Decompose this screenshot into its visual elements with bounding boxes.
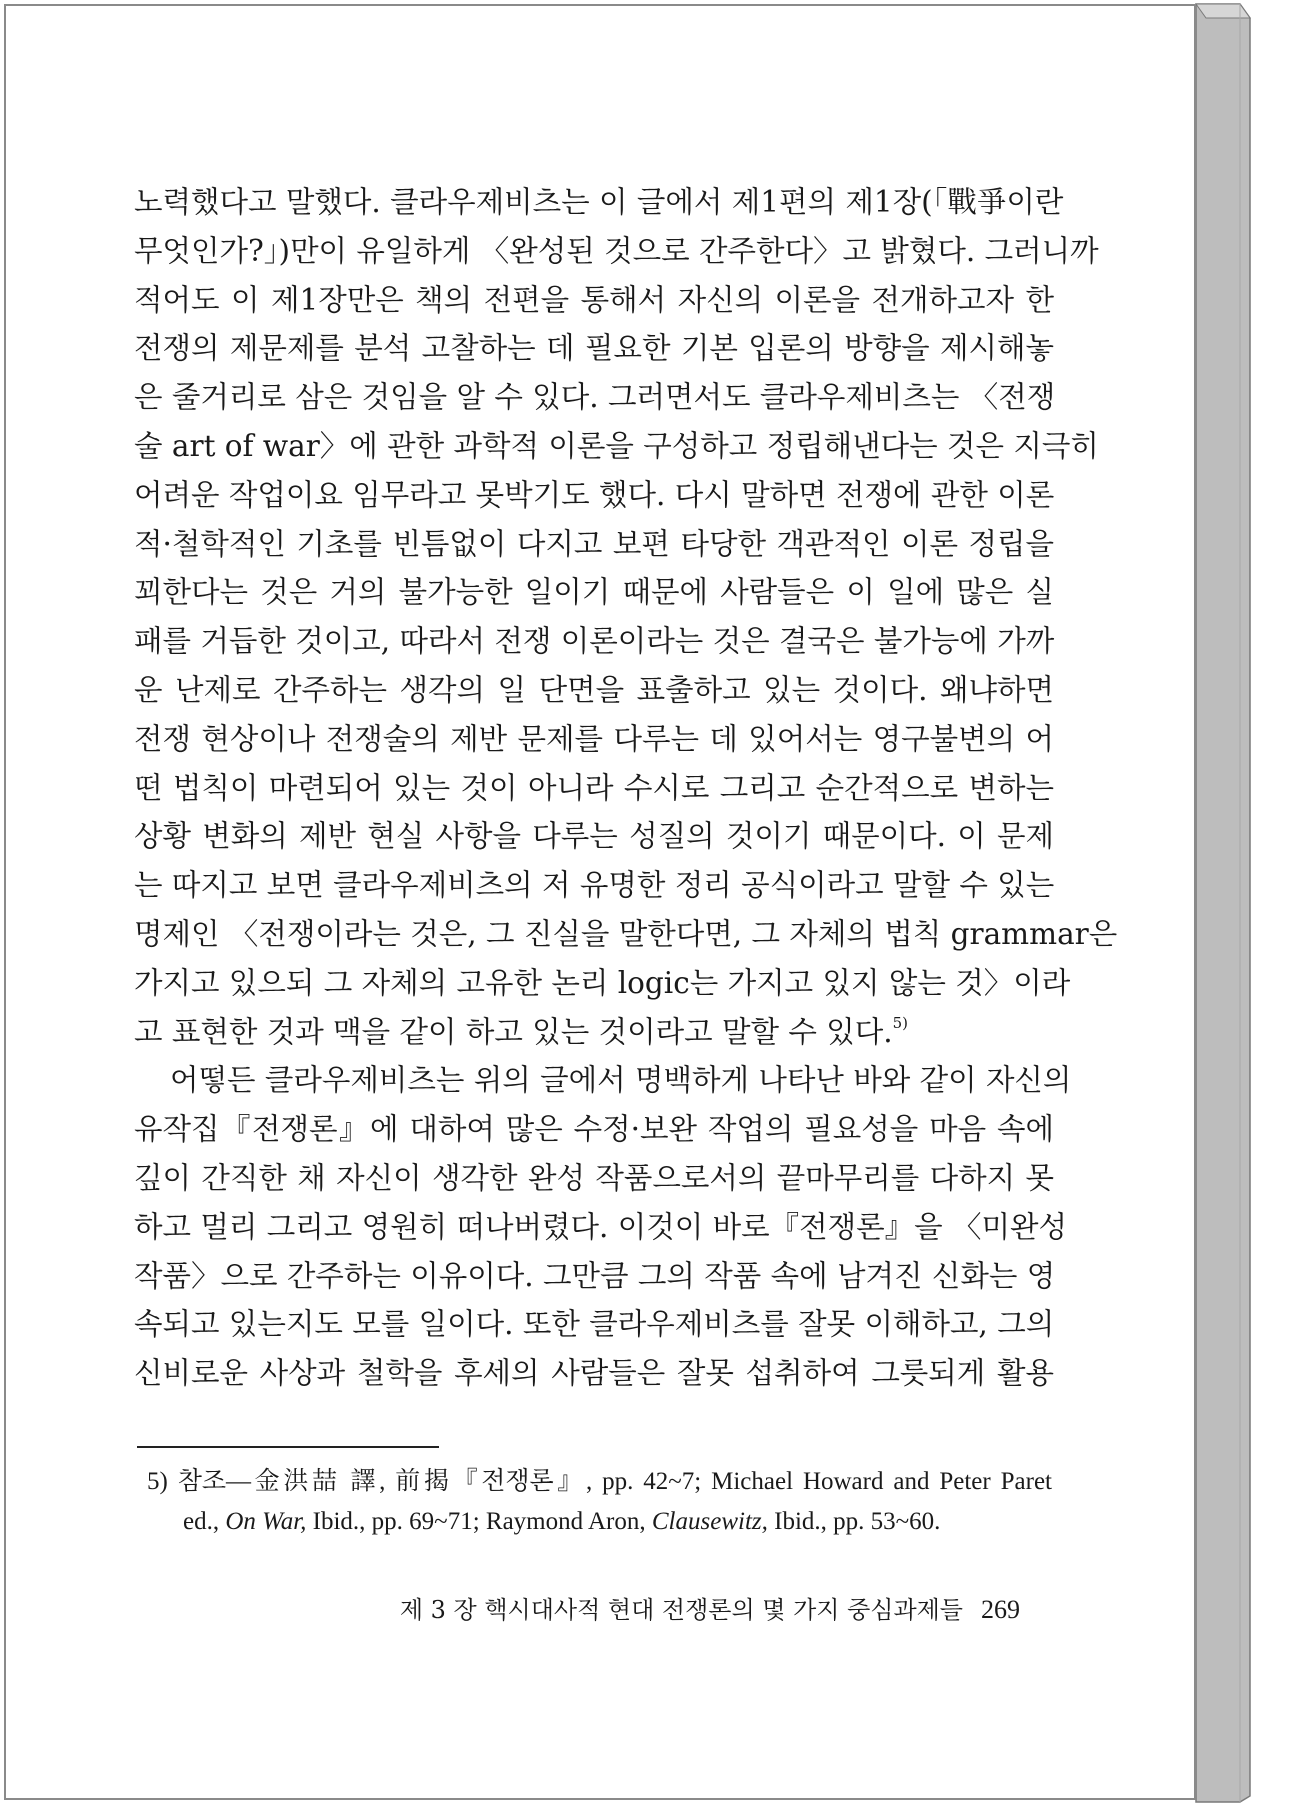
- body-line: 전쟁의 제문제를 분석 고찰하는 데 필요한 기본 입론의 방향을 제시해놓: [134, 331, 1054, 366]
- body-line: 유작집『전쟁론』에 대하여 많은 수정·보완 작업의 필요성을 마음 속에: [134, 1112, 1054, 1147]
- body-line: 꾀한다는 것은 거의 불가능한 일이기 때문에 사람들은 이 일에 많은 실: [134, 575, 1054, 610]
- body-line: 신비로운 사상과 철학을 후세의 사람들은 잘못 섭취하여 그릇되게 활용: [134, 1356, 1054, 1391]
- footnote-divider: [137, 1446, 439, 1448]
- body-line: 적·철학적인 기초를 빈틈없이 다지고 보편 타당한 객관적인 이론 정립을: [134, 526, 1054, 561]
- footnote-line: [147, 1502, 1052, 1542]
- body-line: 깊이 간직한 채 자신이 생각한 완성 작품으로서의 끝마무리를 다하지 못: [134, 1160, 1054, 1195]
- body-line-text: 고 표현한 것과 맥을 같이 하고 있는 것이라고 말할 수 있다.: [134, 1014, 893, 1049]
- body-line: 명제인 〈전쟁이라는 것은, 그 진실을 말한다면, 그 자체의 법칙 grammar은: [134, 916, 1118, 951]
- chapter-title: 제 3 장 핵시대사적 현대 전쟁론의 몇 가지 중심과제들: [399, 1596, 963, 1624]
- footnote-line: 5) 참조—金洪喆 譯, 前揭『전쟁론』, pp. 42~7; Michael Howard and Peter Paret: [147, 1468, 1052, 1495]
- body-line: 무엇인가?」)만이 유일하게 〈완성된 것으로 간주한다〉고 밝혔다. 그러니까: [134, 233, 1099, 268]
- body-line: 노력했다고 말했다. 클라우제비츠는 이 글에서 제1편의 제1장(「戰爭이란: [134, 185, 1064, 219]
- body-line: 는 따지고 보면 클라우제비츠의 저 유명한 정리 공식이라고 말할 수 있는: [134, 868, 1055, 903]
- body-line: 가지고 있으되 그 자체의 고유한 논리 logic는 가지고 있지 않는 것〉이라: [134, 965, 1071, 1000]
- footnote-title-italic: On War,: [225, 1508, 307, 1535]
- running-footer: [360, 1590, 1020, 1625]
- body-line: 전쟁 현상이나 전쟁술의 제반 문제를 다루는 데 있어서는 영구불변의 어: [134, 721, 1054, 756]
- body-line: 은 줄거리로 삼은 것임을 알 수 있다. 그러면서도 클라우제비츠는 〈전쟁: [134, 380, 1056, 415]
- footnote-text: Ibid., pp. 53~60.: [767, 1508, 941, 1535]
- body-line: 속되고 있는지도 모를 일이다. 또한 클라우제비츠를 잘못 이해하고, 그의: [134, 1307, 1055, 1342]
- body-line: 적어도 이 제1장만은 책의 전편을 통해서 자신의 이론을 전개하고자 한: [134, 282, 1054, 317]
- body-line: 떤 법칙이 마련되어 있는 것이 아니라 수시로 그리고 순간적으로 변하는: [134, 770, 1054, 805]
- body-line: 상황 변화의 제반 현실 사항을 다루는 성질의 것이기 때문이다. 이 문제: [134, 819, 1054, 854]
- body-line: 하고 멀리 그리고 영원히 떠나버렸다. 이것이 바로『전쟁론』을 〈미완성: [134, 1209, 1067, 1244]
- footnote-text: ed.,: [183, 1508, 226, 1535]
- body-line: 패를 거듭한 것이고, 따라서 전쟁 이론이라는 것은 결국은 불가능에 가까: [134, 624, 1055, 659]
- body-line-last: [134, 1008, 1054, 1057]
- body-line: 술 art of war〉에 관한 과학적 이론을 구성하고 정립해낸다는 것은 지극히: [134, 428, 1099, 463]
- footnote-reference: 5): [892, 1013, 908, 1032]
- body-line: 운 난제로 간주하는 생각의 일 단면을 표출하고 있는 것이다. 왜냐하면: [134, 672, 1054, 707]
- footnote-title-italic: Clausewitz,: [651, 1508, 768, 1535]
- page-number: 269: [981, 1595, 1020, 1624]
- footnote-text: Ibid., pp. 69~71; Raymond Aron,: [306, 1508, 652, 1535]
- footnote-block: [147, 1462, 1052, 1542]
- paragraph-start-line: 어떻든 클라우제비츠는 위의 글에서 명백하게 나타난 바와 같이 자신의: [170, 1063, 1072, 1098]
- body-line: 어려운 작업이요 임무라고 못박기도 했다. 다시 말하면 전쟁에 관한 이론: [134, 477, 1055, 512]
- body-line: 작품〉으로 간주하는 이유이다. 그만큼 그의 작품 속에 남겨진 신화는 영: [134, 1258, 1056, 1293]
- body-text: [134, 178, 1118, 1398]
